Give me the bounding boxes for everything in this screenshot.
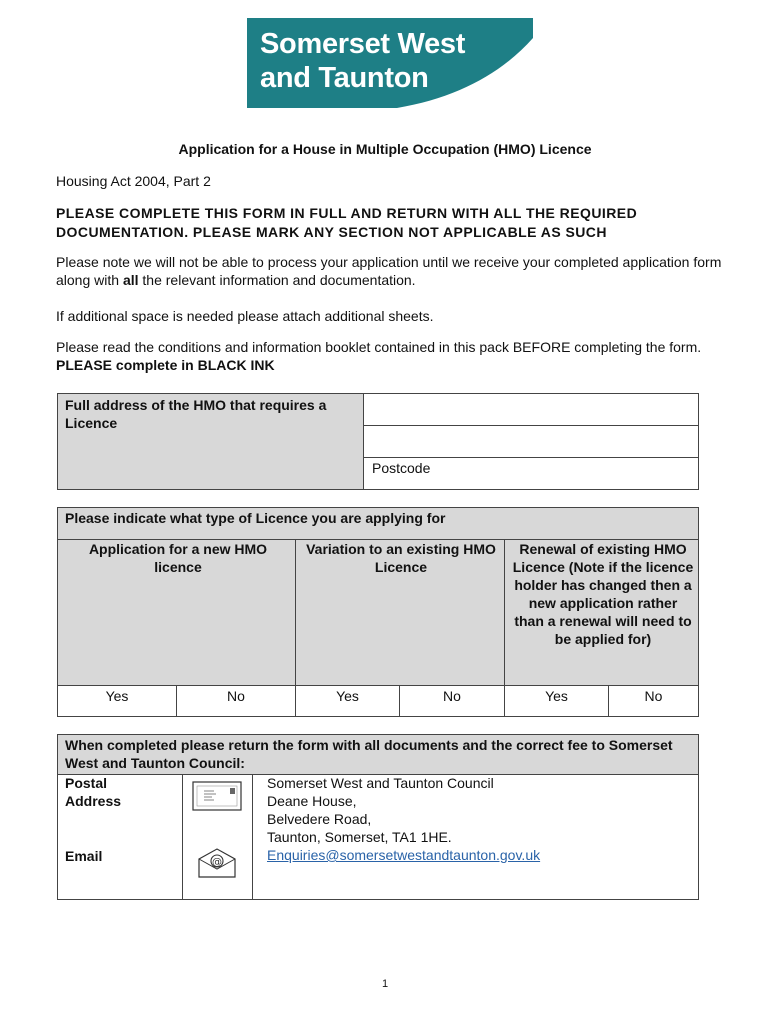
form-title: Application for a House in Multiple Occupation (HMO) Licence bbox=[178, 141, 592, 157]
hmo-address-label-cell bbox=[58, 394, 363, 489]
return-heading-cell bbox=[58, 735, 698, 774]
renewal-yes-cell[interactable]: Yes bbox=[545, 688, 568, 704]
option-renewal-label: Renewal of existing HMO Licence (Note if the licence holder has changed then a new application rather than a renewal will need to be applied for) bbox=[512, 541, 694, 647]
new-licence-no-cell[interactable]: No bbox=[227, 688, 245, 704]
email-label: Email bbox=[65, 848, 103, 864]
licence-type-table bbox=[57, 507, 699, 717]
hmo-address-label: Full address of the HMO that requires a Licence bbox=[65, 397, 327, 431]
form-subtitle: Housing Act 2004, Part 2 bbox=[56, 173, 211, 189]
postal-address-line-2: Deane House, bbox=[267, 793, 357, 809]
address-line-2-field[interactable] bbox=[364, 426, 699, 457]
return-details-table bbox=[57, 734, 699, 900]
hmo-address-table bbox=[57, 393, 699, 490]
completion-notice: PLEASE COMPLETE THIS FORM IN FULL AND RETURN WITH ALL THE REQUIRED DOCUMENTATION. PLEASE MARK ANY SECTION NOT APPLICABLE AS SUCH bbox=[56, 205, 638, 240]
additional-space-note: If additional space is needed please attach additional sheets. bbox=[56, 308, 434, 324]
read-conditions-note: Please read the conditions and information booklet contained in this pack BEFORE completing the form. PLEASE complete in BLACK INK bbox=[56, 339, 702, 373]
logo-line-1: Somerset West bbox=[260, 28, 466, 60]
svg-text:@: @ bbox=[212, 857, 222, 868]
email-link[interactable]: Enquiries@somersetwestandtaunton.gov.uk bbox=[267, 847, 541, 863]
processing-note: Please note we will not be able to process your application until we receive your completed application form along with all the relevant information and documentation. bbox=[56, 254, 722, 288]
postcode-label: Postcode bbox=[372, 460, 431, 476]
email-at-icon bbox=[196, 847, 238, 879]
variation-no-cell[interactable]: No bbox=[443, 688, 461, 704]
option-variation-label: Variation to an existing HMO Licence bbox=[306, 541, 496, 575]
new-licence-yes-cell[interactable]: Yes bbox=[105, 688, 129, 704]
licence-type-header bbox=[58, 508, 698, 539]
council-logo bbox=[247, 18, 533, 108]
postal-address-label: Postal Address bbox=[65, 775, 122, 809]
envelope-letter-icon bbox=[192, 781, 242, 811]
address-line-1-field[interactable] bbox=[364, 394, 699, 425]
postal-address-line-4: Taunton, Somerset, TA1 1HE. bbox=[267, 829, 452, 845]
renewal-no-cell[interactable]: No bbox=[644, 688, 663, 704]
variation-yes-cell[interactable]: Yes bbox=[336, 688, 359, 704]
licence-type-heading: Please indicate what type of Licence you are applying for bbox=[65, 510, 446, 526]
page-number: 1 bbox=[381, 978, 389, 990]
option-new-licence-label: Application for a new HMO licence bbox=[88, 541, 268, 575]
logo-line-2: and Taunton bbox=[260, 62, 429, 94]
postal-address-line-3: Belvedere Road, bbox=[267, 811, 372, 827]
postcode-field[interactable] bbox=[364, 458, 699, 489]
postal-address-line-1: Somerset West and Taunton Council bbox=[267, 775, 494, 791]
return-heading: When completed please return the form with all documents and the correct fee to Somerset West and Taunton Council: bbox=[65, 737, 673, 771]
